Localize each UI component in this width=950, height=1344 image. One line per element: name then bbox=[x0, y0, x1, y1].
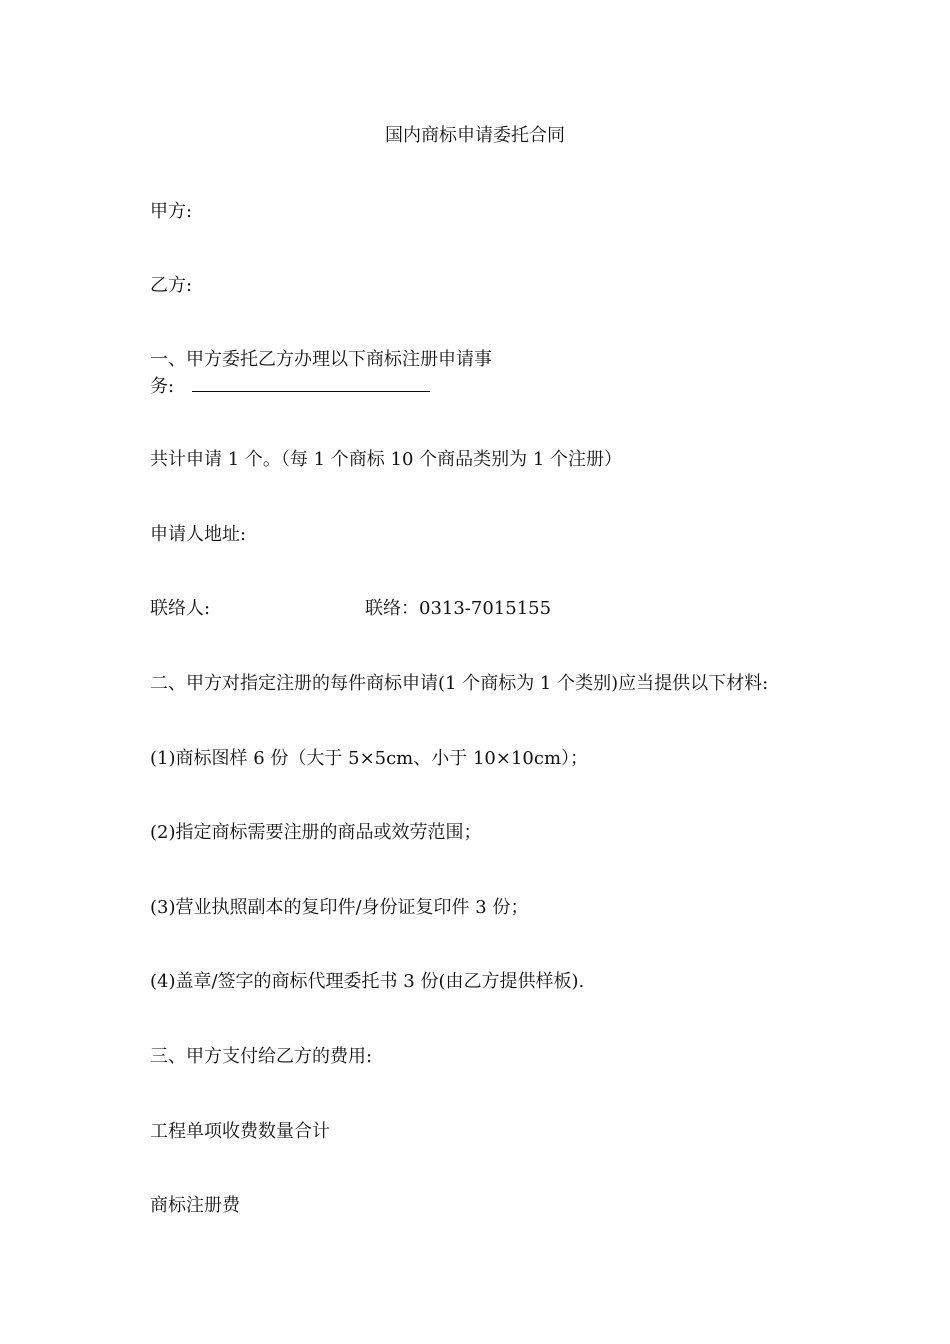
contact-phone: 联络：0313-7015155 bbox=[365, 598, 552, 619]
section1-heading: 一、甲方委托乙方办理以下商标注册申请事 bbox=[150, 349, 492, 370]
material-item-1: (1)商标图样 6 份（大于 5×5cm、小于 10×10cm）； bbox=[150, 748, 589, 769]
section2-heading: 二、甲方对指定注册的每件商标申请(1 个商标为 1 个类别)应当提供以下材料: bbox=[150, 673, 769, 694]
material-item-2: (2)指定商标需要注册的商品或效劳范围； bbox=[150, 822, 482, 843]
section1-matter-label: 务: bbox=[150, 376, 175, 397]
total-applications: 共计申请 1 个。（每 1 个商标 10 个商品类别为 1 个注册） bbox=[150, 449, 623, 470]
matter-blank-line bbox=[192, 375, 430, 392]
section1-continuation bbox=[150, 375, 430, 399]
party-b-label: 乙方: bbox=[150, 275, 193, 296]
party-a-label: 甲方: bbox=[150, 201, 193, 222]
section3-heading: 三、甲方支付给乙方的费用: bbox=[150, 1046, 373, 1067]
document-title: 国内商标申请委托合同 bbox=[385, 125, 565, 146]
contact-person-label: 联络人: bbox=[150, 598, 211, 619]
material-item-3: (3)营业执照副本的复印件/身份证复印件 3 份； bbox=[150, 897, 529, 918]
applicant-address-label: 申请人地址: bbox=[150, 524, 247, 545]
fee-table-header: 工程单项收费数量合计 bbox=[150, 1121, 330, 1142]
fee-item-registration: 商标注册费 bbox=[150, 1195, 240, 1216]
material-item-4: (4)盖章/签字的商标代理委托书 3 份(由乙方提供样板). bbox=[150, 971, 585, 992]
